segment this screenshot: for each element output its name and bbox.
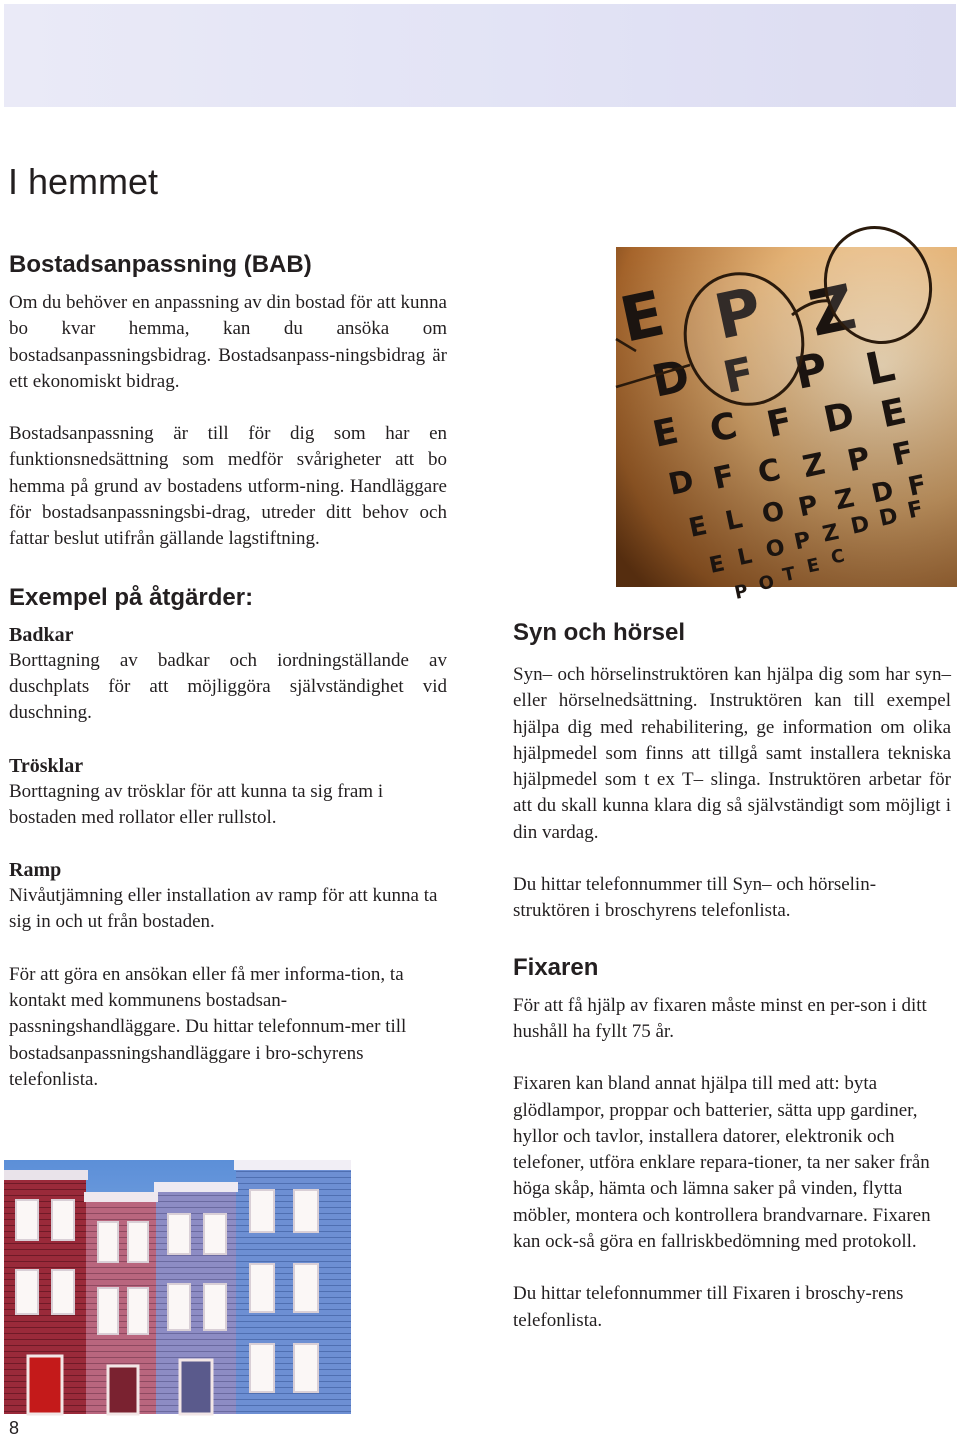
eye-chart-letter: O [763,534,788,564]
example-title: Ramp [9,859,62,882]
examples-heading: Exempel på åtgärder: [9,583,254,611]
eye-chart-letter: L [861,340,900,397]
eye-chart-letter: F [889,434,917,474]
fixaren-paragraph-1: För att få hjälp av fixaren måste minst en per-son i ditt hushåll ha fyllt 75 år. [513,994,927,1042]
example-item-ramp [9,857,449,936]
bab-paragraph-1: Om du behöver en anpassning av din bostad för att kunna bo kvar hemma, kan du ansöka om bostadsanpassningsbidrag. Bostadsanpass-ningsbidrag är ett ekonomiskt bidrag. [9,292,447,392]
example-text: Nivåutjämning eller installation av ramp för att kunna ta sig in och ut från bostaden. [9,885,438,933]
example-title: Badkar [9,623,74,646]
eye-chart-letter: E [877,391,910,437]
eye-chart-letter: C [754,452,784,492]
eye-chart-letter: E [805,554,822,578]
bab-heading: Bostadsanpassning (BAB) [9,251,312,278]
eye-chart-letter: D [848,511,872,540]
syn-paragraph-2: Du hittar telefonnummer till Syn– och hörselin-struktören i broschyrens telefonlista. [513,874,877,922]
eye-chart-letter: Z [820,519,842,548]
eye-chart-letter: F [905,496,926,525]
eye-chart-letter: Z [832,483,858,517]
eye-chart-letter: Z [799,446,829,486]
eye-chart-letter: D [877,503,901,532]
houses-photo [4,1160,351,1414]
syn-heading: Syn och hörsel [513,619,686,646]
example-text: Borttagning av trösklar för att kunna ta sig fram i bostaden med rollator eller rullstol. [9,780,384,828]
eye-chart-letter: F [763,400,796,447]
fixaren-paragraph-3: Du hittar telefonnummer till Fixaren i broschy-rens telefonlista. [513,1283,904,1331]
eye-chart-letter: D [820,394,858,442]
eye-chart-letter: T [780,563,798,587]
eye-chart-letter: O [756,571,777,596]
syn-paragraph-1: Syn– och hörselinstruktören kan hjälpa dig som har syn– eller hörselnedsättning. Instruktören kan till exempel hjälpa dig med rehabilitering, ge information om olika hjälpmedel som finns att tillgå samt installera tekniska hjälpmedel som t ex T– slinga. Instruktören arbetar för att du skall kunna klara dig så självständigt som möjligt i din vardag. [513,664,951,843]
eye-chart-letter: P [708,272,768,354]
eye-chart-illustration [613,247,957,604]
eye-chart-letter: E [649,410,682,456]
example-text: Borttagning av badkar och iordningställande av duschplats för att möjliggöra självständighet vid duschning. [9,649,447,724]
eye-chart-letter: P [790,343,833,400]
eye-chart-letter: E [707,551,727,579]
eye-chart-letter: O [759,496,788,531]
right-column [513,618,953,1334]
eye-chart-letter: P [732,580,750,604]
eye-chart-letter: P [844,440,874,480]
eye-chart-letter: D [868,475,897,510]
apply-paragraph: För att göra en ansökan eller få mer informa-tion, ta kontakt med kommunens bostadsan-passningshandläggare. Du hittar telefonnum-mer till bostadsanpassningshandläggare i bro-schyrens telefonlista. [9,963,407,1090]
header-band [4,4,956,107]
eye-chart-letter: F [905,469,930,503]
eye-chart-letter: P [795,489,821,524]
eye-chart-letter: F [718,347,759,404]
left-column [9,250,449,1093]
eye-chart-letter: F [710,458,738,497]
example-item-trosklar [9,753,449,832]
example-item-badkar [9,622,449,727]
houses-illustration [4,1160,351,1414]
eye-chart-photo [613,247,957,604]
fixaren-heading: Fixaren [513,953,599,981]
example-title: Trösklar [9,754,84,777]
eye-chart-letter: E [613,276,671,357]
eye-chart-letter: D [665,463,698,503]
eye-chart-letter: E [686,510,710,544]
page-title: I hemmet [8,161,159,202]
eye-chart-letter: Z [802,270,862,351]
eye-chart-letter: P [792,527,814,556]
eye-chart-letter: C [829,545,847,569]
eye-chart-letter: L [735,543,755,572]
eye-chart-letter: D [647,350,695,408]
bab-paragraph-2: Bostadsanpassning är till för dig som har en funktionsnedsättning som medför svårigheter att bo hemma på grund av bostadens utform-ning. Handläggare för bostadsanpassningsbi-drag, utreder ditt behov och fattar beslut utifrån gällande lagstiftning. [9,423,447,550]
page-number: 8 [9,1418,20,1438]
fixaren-paragraph-2: Fixaren kan bland annat hjälpa till med att: byta glödlampor, proppar och batterier, sätta upp gardiner, hyllor och tavlor, installera datorer, elektronik och telefoner, utföra enklare repara-tioner, ta ner saker från höga skåp, hämta och lämna saker på vinden, flytta möbler, montera och kontrollera brandvarnare. Fixaren kan ock-så göra en fallriskbedömning med protokoll. [513,1073,931,1253]
eye-chart-letter: L [722,504,746,537]
eye-chart-letter: C [706,405,741,451]
